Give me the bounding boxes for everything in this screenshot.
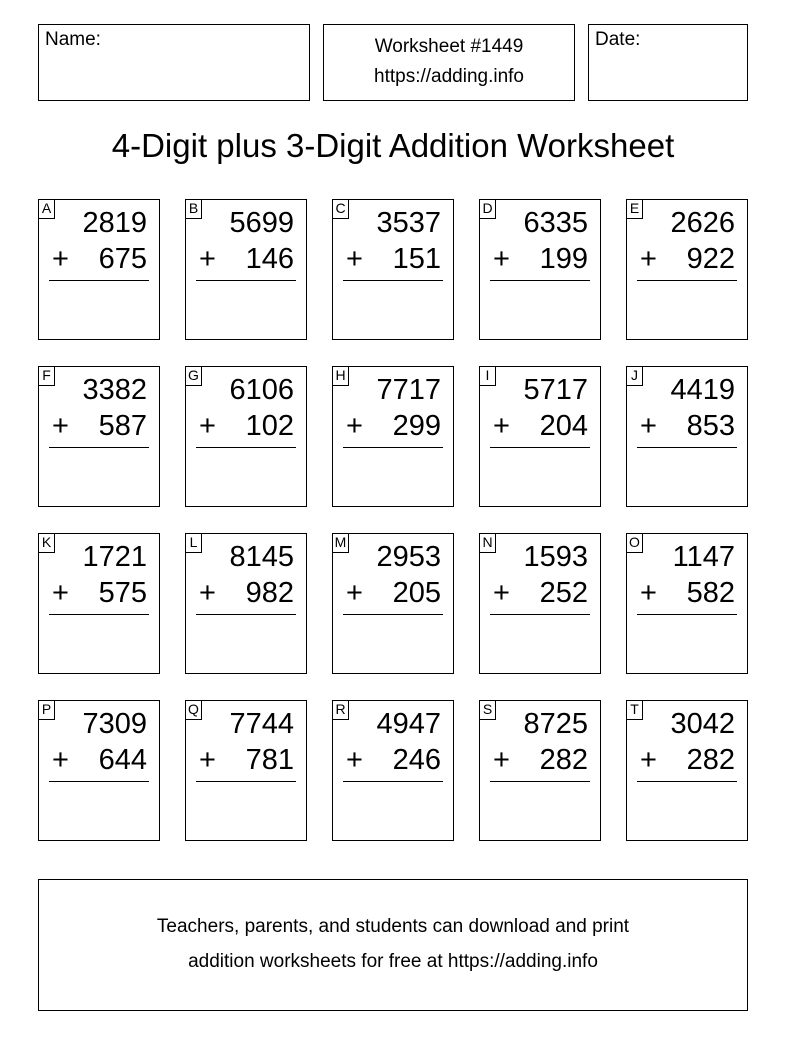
plus-sign: + bbox=[199, 410, 216, 442]
problem-card[interactable] bbox=[332, 199, 454, 340]
problem-top-number: 3042 bbox=[670, 708, 735, 740]
problem-letter: O bbox=[626, 533, 643, 553]
problem-card[interactable] bbox=[479, 700, 601, 841]
answer-line bbox=[490, 781, 590, 782]
footer-box bbox=[38, 879, 748, 1011]
problem-top-number: 3537 bbox=[376, 207, 441, 239]
problem-bottom-number: 282 bbox=[686, 744, 735, 776]
problem-letter: F bbox=[38, 366, 55, 386]
problem-top-number: 2626 bbox=[670, 207, 735, 239]
problem-bottom-number: 204 bbox=[539, 410, 588, 442]
answer-line bbox=[490, 614, 590, 615]
answer-line bbox=[637, 781, 737, 782]
footer-text-line-1: Teachers, parents, and students can download and print bbox=[156, 916, 630, 937]
problem-bottom-number: 199 bbox=[539, 243, 588, 275]
problem-top-number: 3382 bbox=[82, 374, 147, 406]
plus-sign: + bbox=[52, 243, 69, 275]
problem-letter: E bbox=[626, 199, 643, 219]
problem-top-number: 4947 bbox=[376, 708, 441, 740]
problem-letter: B bbox=[185, 199, 202, 219]
problem-top-number: 1147 bbox=[672, 541, 735, 573]
problem-card[interactable] bbox=[185, 533, 307, 674]
problem-top-number: 7309 bbox=[82, 708, 147, 740]
problem-letter: H bbox=[332, 366, 349, 386]
problem-letter: Q bbox=[185, 700, 202, 720]
problem-top-number: 8725 bbox=[523, 708, 588, 740]
problem-bottom-number: 587 bbox=[98, 410, 147, 442]
worksheet-number: Worksheet #1449 bbox=[374, 36, 524, 57]
problem-bottom-number: 246 bbox=[392, 744, 441, 776]
problem-bottom-number: 102 bbox=[245, 410, 294, 442]
worksheet-url: https://adding.info bbox=[374, 66, 524, 87]
problem-card[interactable] bbox=[185, 700, 307, 841]
problem-bottom-number: 644 bbox=[98, 744, 147, 776]
problem-letter: N bbox=[479, 533, 496, 553]
plus-sign: + bbox=[52, 577, 69, 609]
footer-text-line-2: addition worksheets for free at https://adding.info bbox=[188, 951, 598, 972]
problem-bottom-number: 205 bbox=[392, 577, 441, 609]
problem-top-number: 1593 bbox=[523, 541, 588, 573]
problem-bottom-number: 922 bbox=[686, 243, 735, 275]
problem-bottom-number: 151 bbox=[392, 243, 441, 275]
plus-sign: + bbox=[52, 410, 69, 442]
problem-bottom-number: 781 bbox=[245, 744, 294, 776]
answer-line bbox=[490, 447, 590, 448]
plus-sign: + bbox=[640, 577, 657, 609]
problem-letter: M bbox=[332, 533, 349, 553]
problem-card[interactable] bbox=[332, 533, 454, 674]
problem-letter: T bbox=[626, 700, 643, 720]
problem-letter: S bbox=[479, 700, 496, 720]
answer-line bbox=[196, 781, 296, 782]
problem-top-number: 2819 bbox=[82, 207, 147, 239]
problem-card[interactable] bbox=[38, 700, 160, 841]
plus-sign: + bbox=[346, 577, 363, 609]
problem-bottom-number: 299 bbox=[392, 410, 441, 442]
plus-sign: + bbox=[199, 744, 216, 776]
answer-line bbox=[343, 280, 443, 281]
problem-letter: L bbox=[185, 533, 202, 553]
problem-card[interactable] bbox=[38, 199, 160, 340]
problem-letter: C bbox=[332, 199, 349, 219]
answer-line bbox=[49, 280, 149, 281]
problem-top-number: 5699 bbox=[229, 207, 294, 239]
date-label: Date: bbox=[595, 29, 641, 50]
plus-sign: + bbox=[640, 243, 657, 275]
problem-bottom-number: 675 bbox=[98, 243, 147, 275]
plus-sign: + bbox=[640, 744, 657, 776]
problem-top-number: 2953 bbox=[376, 541, 441, 573]
problem-bottom-number: 853 bbox=[686, 410, 735, 442]
plus-sign: + bbox=[346, 744, 363, 776]
answer-line bbox=[343, 614, 443, 615]
problem-bottom-number: 982 bbox=[245, 577, 294, 609]
plus-sign: + bbox=[493, 243, 510, 275]
problem-top-number: 7744 bbox=[229, 708, 294, 740]
date-field[interactable] bbox=[588, 24, 748, 101]
name-label: Name: bbox=[45, 29, 101, 50]
problem-card[interactable] bbox=[332, 700, 454, 841]
problem-letter: R bbox=[332, 700, 349, 720]
problem-card[interactable] bbox=[626, 533, 748, 674]
problem-letter: A bbox=[38, 199, 55, 219]
answer-line bbox=[343, 781, 443, 782]
plus-sign: + bbox=[493, 744, 510, 776]
plus-sign: + bbox=[199, 243, 216, 275]
problem-letter: D bbox=[479, 199, 496, 219]
problem-top-number: 4419 bbox=[670, 374, 735, 406]
problem-card[interactable] bbox=[626, 366, 748, 507]
problem-card[interactable] bbox=[479, 366, 601, 507]
answer-line bbox=[343, 447, 443, 448]
name-field[interactable] bbox=[38, 24, 310, 101]
problem-card[interactable] bbox=[332, 366, 454, 507]
problem-card[interactable] bbox=[626, 199, 748, 340]
plus-sign: + bbox=[199, 577, 216, 609]
answer-line bbox=[637, 280, 737, 281]
problem-card[interactable] bbox=[626, 700, 748, 841]
problem-bottom-number: 252 bbox=[539, 577, 588, 609]
problem-top-number: 8145 bbox=[229, 541, 294, 573]
answer-line bbox=[196, 280, 296, 281]
answer-line bbox=[49, 447, 149, 448]
plus-sign: + bbox=[493, 577, 510, 609]
problem-card[interactable] bbox=[479, 199, 601, 340]
answer-line bbox=[637, 447, 737, 448]
problem-letter: G bbox=[185, 366, 202, 386]
problem-bottom-number: 146 bbox=[245, 243, 294, 275]
plus-sign: + bbox=[640, 410, 657, 442]
problem-card[interactable] bbox=[479, 533, 601, 674]
answer-line bbox=[49, 781, 149, 782]
page-title: 4-Digit plus 3-Digit Addition Worksheet bbox=[111, 127, 675, 164]
problem-card[interactable] bbox=[185, 366, 307, 507]
answer-line bbox=[490, 280, 590, 281]
answer-line bbox=[196, 614, 296, 615]
problem-top-number: 7717 bbox=[376, 374, 441, 406]
answer-line bbox=[49, 614, 149, 615]
problem-top-number: 5717 bbox=[523, 374, 588, 406]
problem-top-number: 6106 bbox=[229, 374, 294, 406]
problem-top-number: 1721 bbox=[82, 541, 147, 573]
plus-sign: + bbox=[346, 243, 363, 275]
worksheet-info-box bbox=[323, 24, 575, 101]
plus-sign: + bbox=[493, 410, 510, 442]
problem-top-number: 6335 bbox=[523, 207, 588, 239]
problem-letter: J bbox=[626, 366, 643, 386]
answer-line bbox=[196, 447, 296, 448]
plus-sign: + bbox=[346, 410, 363, 442]
problem-letter: I bbox=[479, 366, 496, 386]
plus-sign: + bbox=[52, 744, 69, 776]
problem-bottom-number: 575 bbox=[98, 577, 147, 609]
problem-card[interactable] bbox=[185, 199, 307, 340]
problem-bottom-number: 282 bbox=[539, 744, 588, 776]
problem-card[interactable] bbox=[38, 366, 160, 507]
problem-letter: P bbox=[38, 700, 55, 720]
problem-card[interactable] bbox=[38, 533, 160, 674]
problem-bottom-number: 582 bbox=[686, 577, 735, 609]
answer-line bbox=[637, 614, 737, 615]
problem-letter: K bbox=[38, 533, 55, 553]
